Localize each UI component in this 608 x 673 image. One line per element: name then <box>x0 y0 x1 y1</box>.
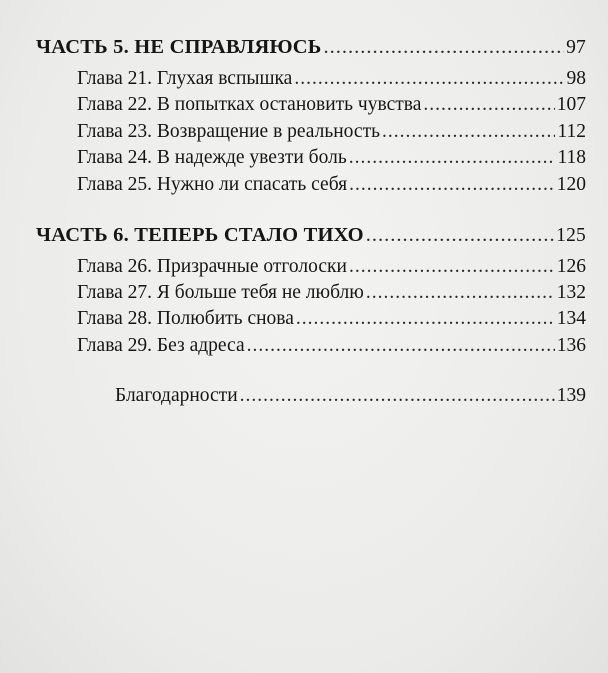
acknowledgements-page-number: 139 <box>556 385 586 406</box>
dot-leader <box>349 174 555 196</box>
toc-chapter-29 <box>77 335 586 357</box>
chapter-title: Глава 23. Возвращение в реальность <box>77 121 380 142</box>
chapter-title: Глава 24. В надежде увезти боль <box>77 147 347 168</box>
part-page-number: 125 <box>556 225 586 246</box>
chapter-page-number: 118 <box>557 147 586 168</box>
chapter-title: Глава 22. В попытках остановить чувства <box>77 94 422 115</box>
chapter-page-number: 136 <box>556 335 586 356</box>
dot-leader <box>382 121 555 143</box>
toc-chapter-23 <box>77 121 586 143</box>
chapter-title: Глава 21. Глухая вспышка <box>77 68 293 89</box>
chapter-title: Глава 25. Нужно ли спасать себя <box>77 174 348 195</box>
dot-leader <box>294 68 564 90</box>
dot-leader <box>366 224 554 247</box>
dot-leader <box>366 282 555 304</box>
toc-chapter-21 <box>77 68 586 90</box>
dot-leader <box>349 147 556 169</box>
toc-chapter-28 <box>77 308 586 330</box>
dot-leader <box>349 256 555 278</box>
chapter-title: Глава 27. Я больше тебя не люблю <box>77 282 364 303</box>
part-title: ЧАСТЬ 5. НЕ СПРАВЛЯЮСЬ <box>36 36 322 58</box>
toc-part-6 <box>36 224 586 247</box>
acknowledgements-title: Благодарности <box>115 385 238 406</box>
toc-acknowledgements <box>115 385 586 407</box>
toc-chapter-26 <box>77 256 586 278</box>
chapter-page-number: 120 <box>556 174 586 195</box>
chapter-title: Глава 29. Без адреса <box>77 335 245 356</box>
chapter-page-number: 126 <box>556 256 586 277</box>
dot-leader <box>296 308 555 330</box>
toc-part-5 <box>36 36 586 59</box>
toc-chapter-24 <box>77 147 586 169</box>
toc-chapter-27 <box>77 282 586 304</box>
chapter-title: Глава 26. Призрачные отголоски <box>77 256 347 277</box>
toc-chapter-25 <box>77 174 586 196</box>
chapter-title: Глава 28. Полюбить снова <box>77 308 294 329</box>
toc-chapter-22 <box>77 94 586 116</box>
dot-leader <box>247 335 555 357</box>
chapter-page-number: 112 <box>557 121 586 142</box>
part-title: ЧАСТЬ 6. ТЕПЕРЬ СТАЛО ТИХО <box>36 224 364 246</box>
dot-leader <box>423 94 554 116</box>
chapter-page-number: 107 <box>556 94 586 115</box>
part-page-number: 97 <box>566 37 586 58</box>
chapter-page-number: 134 <box>556 308 586 329</box>
dot-leader <box>240 385 555 407</box>
dot-leader <box>324 36 565 59</box>
chapter-page-number: 132 <box>556 282 586 303</box>
chapter-page-number: 98 <box>566 68 586 89</box>
